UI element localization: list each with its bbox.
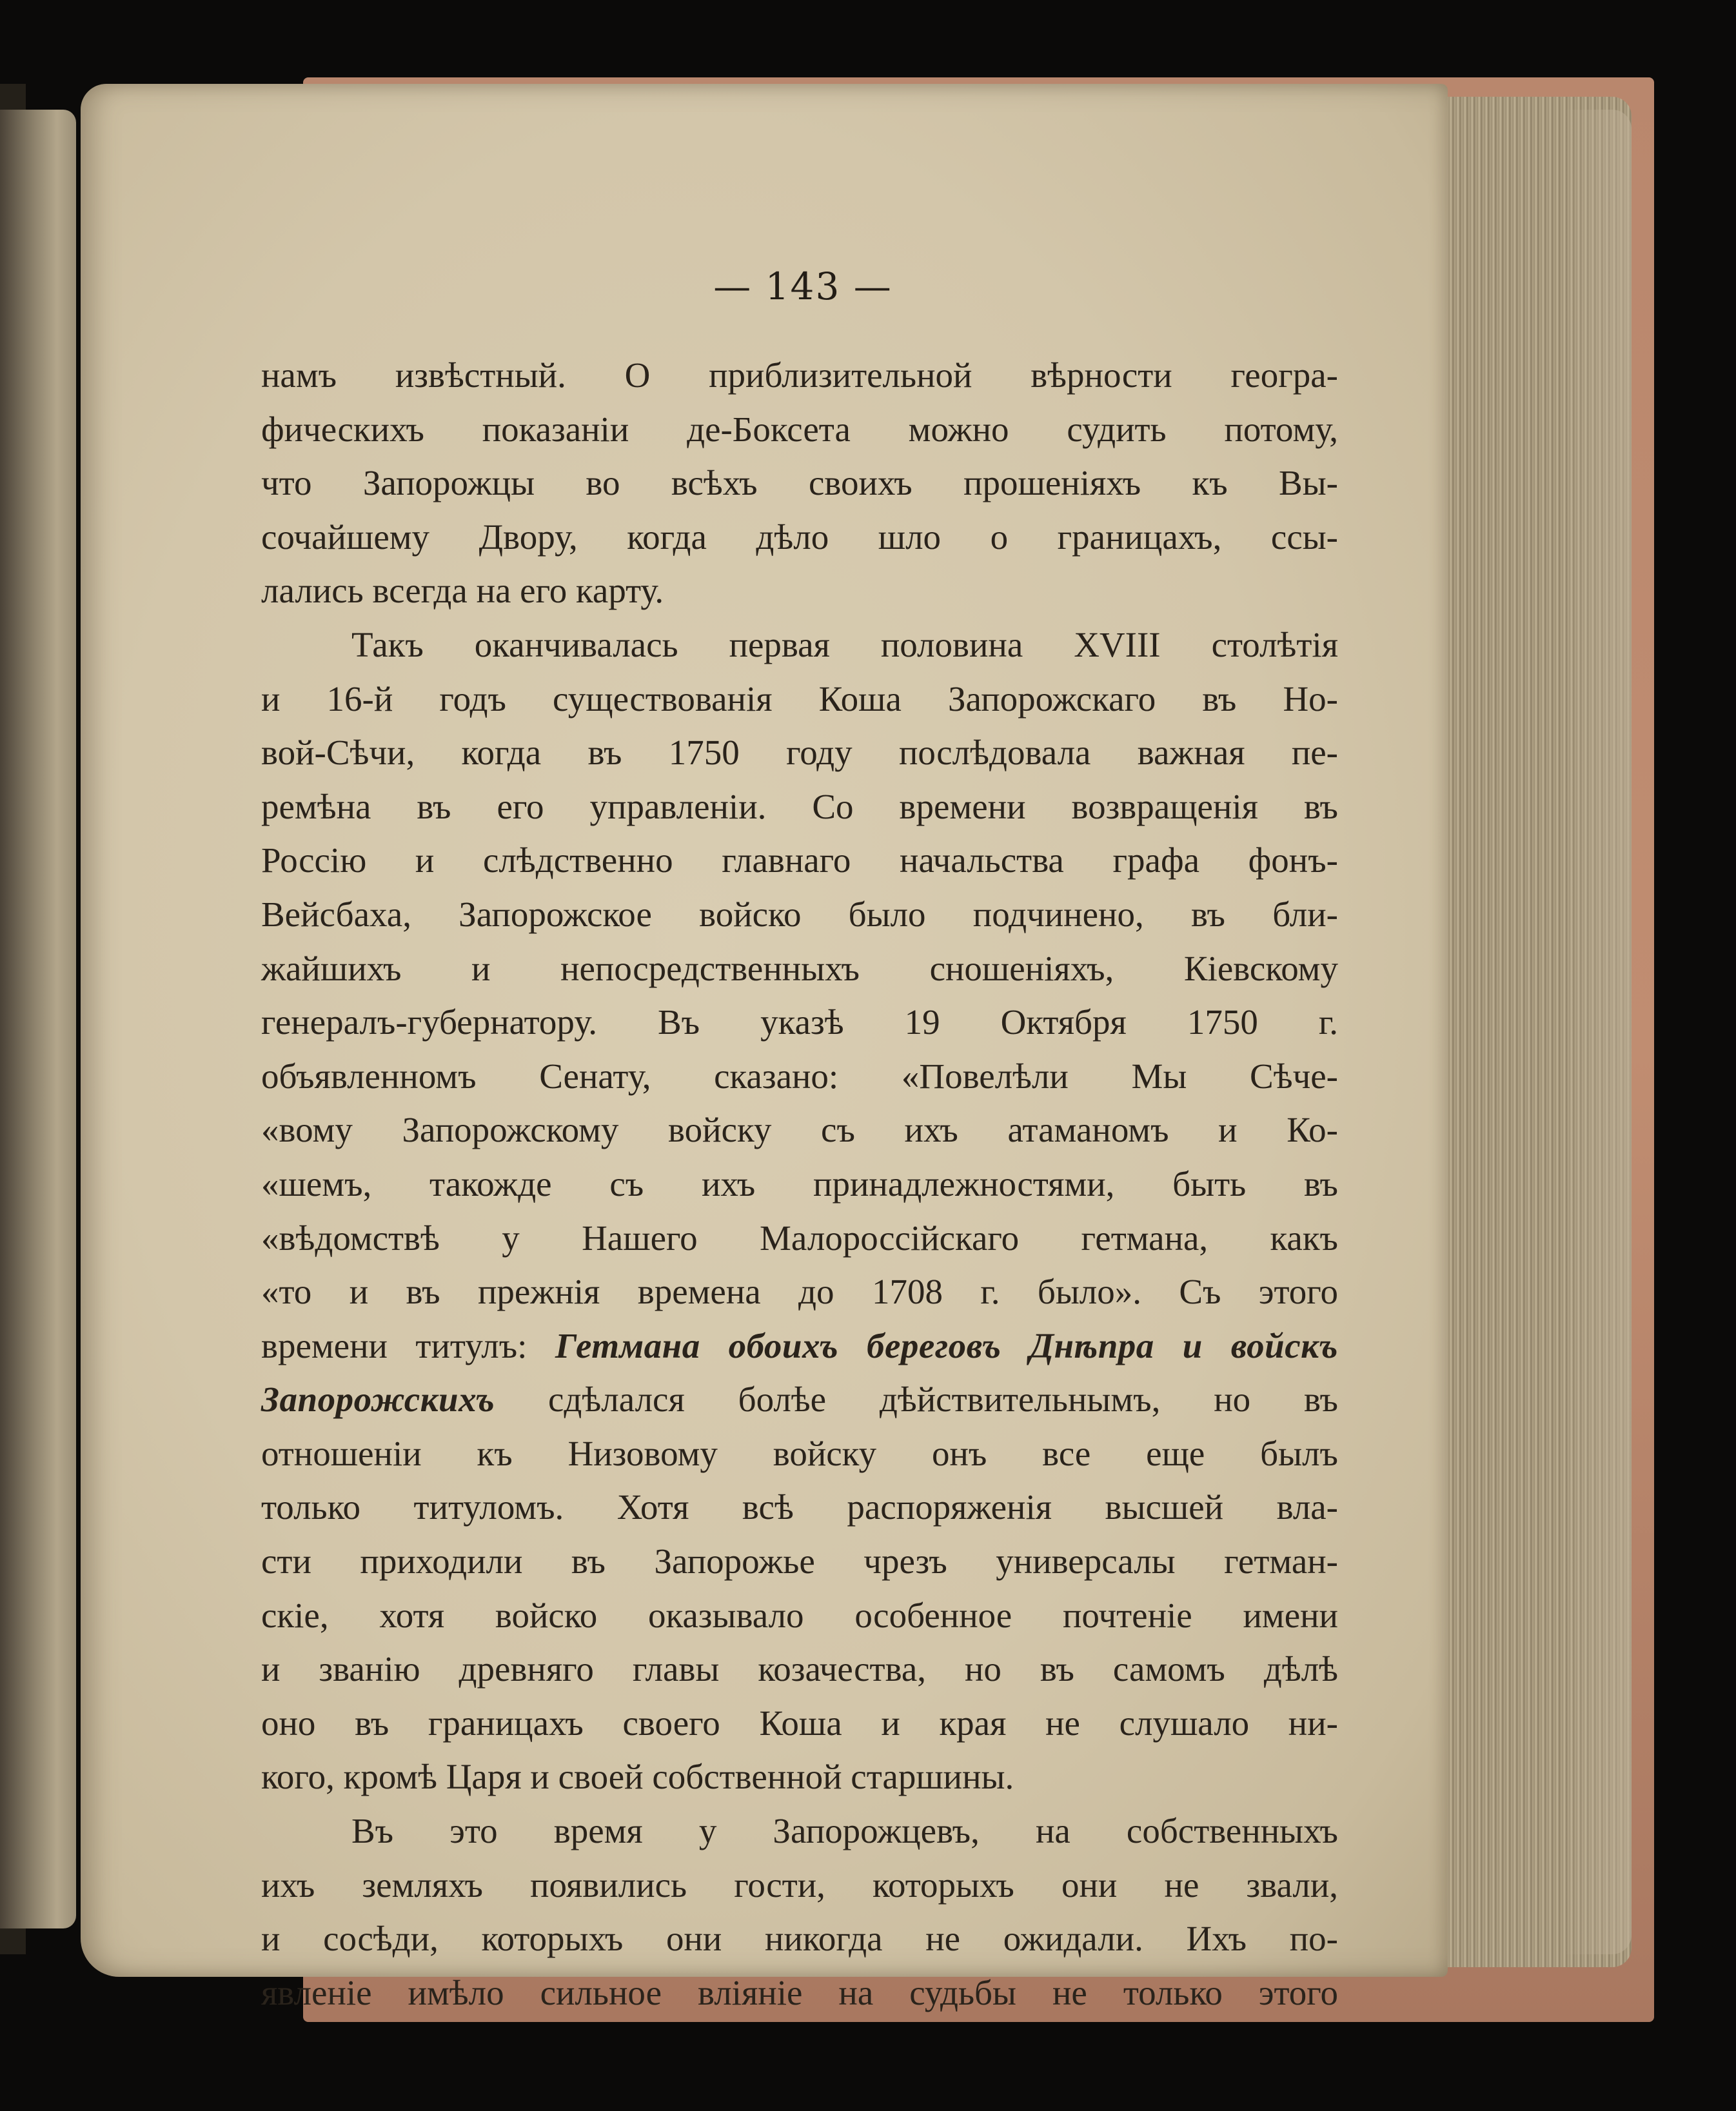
text-line: отношеніи къ Низовому войску онъ все еще былъ: [261, 1433, 1338, 1473]
text-line: сочайшему Двору, когда дѣло шло о границахъ, ссы-: [261, 517, 1338, 557]
page-block-shade: [1561, 110, 1632, 1954]
text-line: сти приходили въ Запорожье чрезъ универсалы гетман-: [261, 1541, 1338, 1581]
text-line: только титуломъ. Хотя всѣ распоряженія высшей вла-: [261, 1487, 1338, 1527]
text-line: жайшихъ и непосредственныхъ сношеніяхъ, Кіевскому: [261, 948, 1338, 988]
text-line: [261, 1319, 1338, 1373]
text-line: вой-Сѣчи, когда въ 1750 году послѣдовала важная пе-: [261, 733, 1338, 773]
text-line: и 16-й годъ существованія Коша Запорожскаго въ Но-: [261, 679, 1338, 719]
text-line: Такъ оканчивалась первая половина XVIII столѣтія: [351, 624, 1338, 664]
book-page: [81, 84, 1448, 2012]
text-line: что Запорожцы во всѣхъ своихъ прошеніяхъ къ Вы-: [261, 463, 1338, 503]
text-line: явленіе имѣло сильное вліяніе на судьбы не только этого: [261, 1972, 1338, 2012]
facing-page-edge: [0, 110, 76, 1928]
text-line: «вѣдомствѣ у Нашего Малороссійскаго гетмана, какъ: [261, 1218, 1338, 1258]
text-line: и званію древняго главы козачества, но въ самомъ дѣлѣ: [261, 1649, 1338, 1689]
text-line: кого, кромѣ Царя и своей собственной старшины.: [261, 1757, 1014, 1797]
text-line: «вому Запорожскому войску съ ихъ атаманомъ и Ко-: [261, 1110, 1338, 1150]
text-line: ихъ земляхъ появились гости, которыхъ они не звали,: [261, 1865, 1338, 1905]
text-line: «шемъ, такожде съ ихъ принадлежностями, быть въ: [261, 1164, 1338, 1204]
text-line: ремѣна въ его управленіи. Со времени возвращенія въ: [261, 786, 1338, 826]
text-line: генералъ-губернатору. Въ указѣ 19 Октября 1750 г.: [261, 1002, 1338, 1042]
page-body-text: [261, 348, 1338, 2019]
italic-title-segment: Гетмана обоихъ береговъ Днѣпра и войскъ: [555, 1325, 1339, 1365]
italic-title-segment: Запорожскихъ: [261, 1380, 495, 1420]
text-line: скіе, хотя войско оказывало особенное почтеніе имени: [261, 1595, 1338, 1635]
page-number: — 143 —: [713, 264, 893, 308]
text-line: Въ это время у Запорожцевъ, на собственныхъ: [351, 1811, 1338, 1851]
text-line: объявленномъ Сенату, сказано: «Повелѣли Мы Сѣче-: [261, 1056, 1338, 1096]
text-segment: сдѣлался болѣе дѣйствительнымъ, но въ: [495, 1380, 1338, 1420]
text-segment: времени титулъ:: [261, 1325, 555, 1365]
text-line: Россію и слѣдственно главнаго начальства графа фонъ-: [261, 840, 1338, 880]
text-line: намъ извѣстный. О приблизительной вѣрности геогра-: [261, 355, 1338, 395]
text-line: фическихъ показаніи де-Боксета можно судить потому,: [261, 409, 1338, 449]
text-line: Вейсбаха, Запорожское войско было подчинено, въ бли-: [261, 894, 1338, 934]
text-line: «то и въ прежнія времена до 1708 г. было». Съ этого: [261, 1272, 1338, 1312]
text-line: и сосѣди, которыхъ они никогда не ожидали. Ихъ по-: [261, 1919, 1338, 1959]
text-line: оно въ границахъ своего Коша и края не слушало ни-: [261, 1703, 1338, 1743]
text-line: лались всегда на его карту.: [261, 571, 664, 611]
text-line: [261, 1373, 1338, 1427]
